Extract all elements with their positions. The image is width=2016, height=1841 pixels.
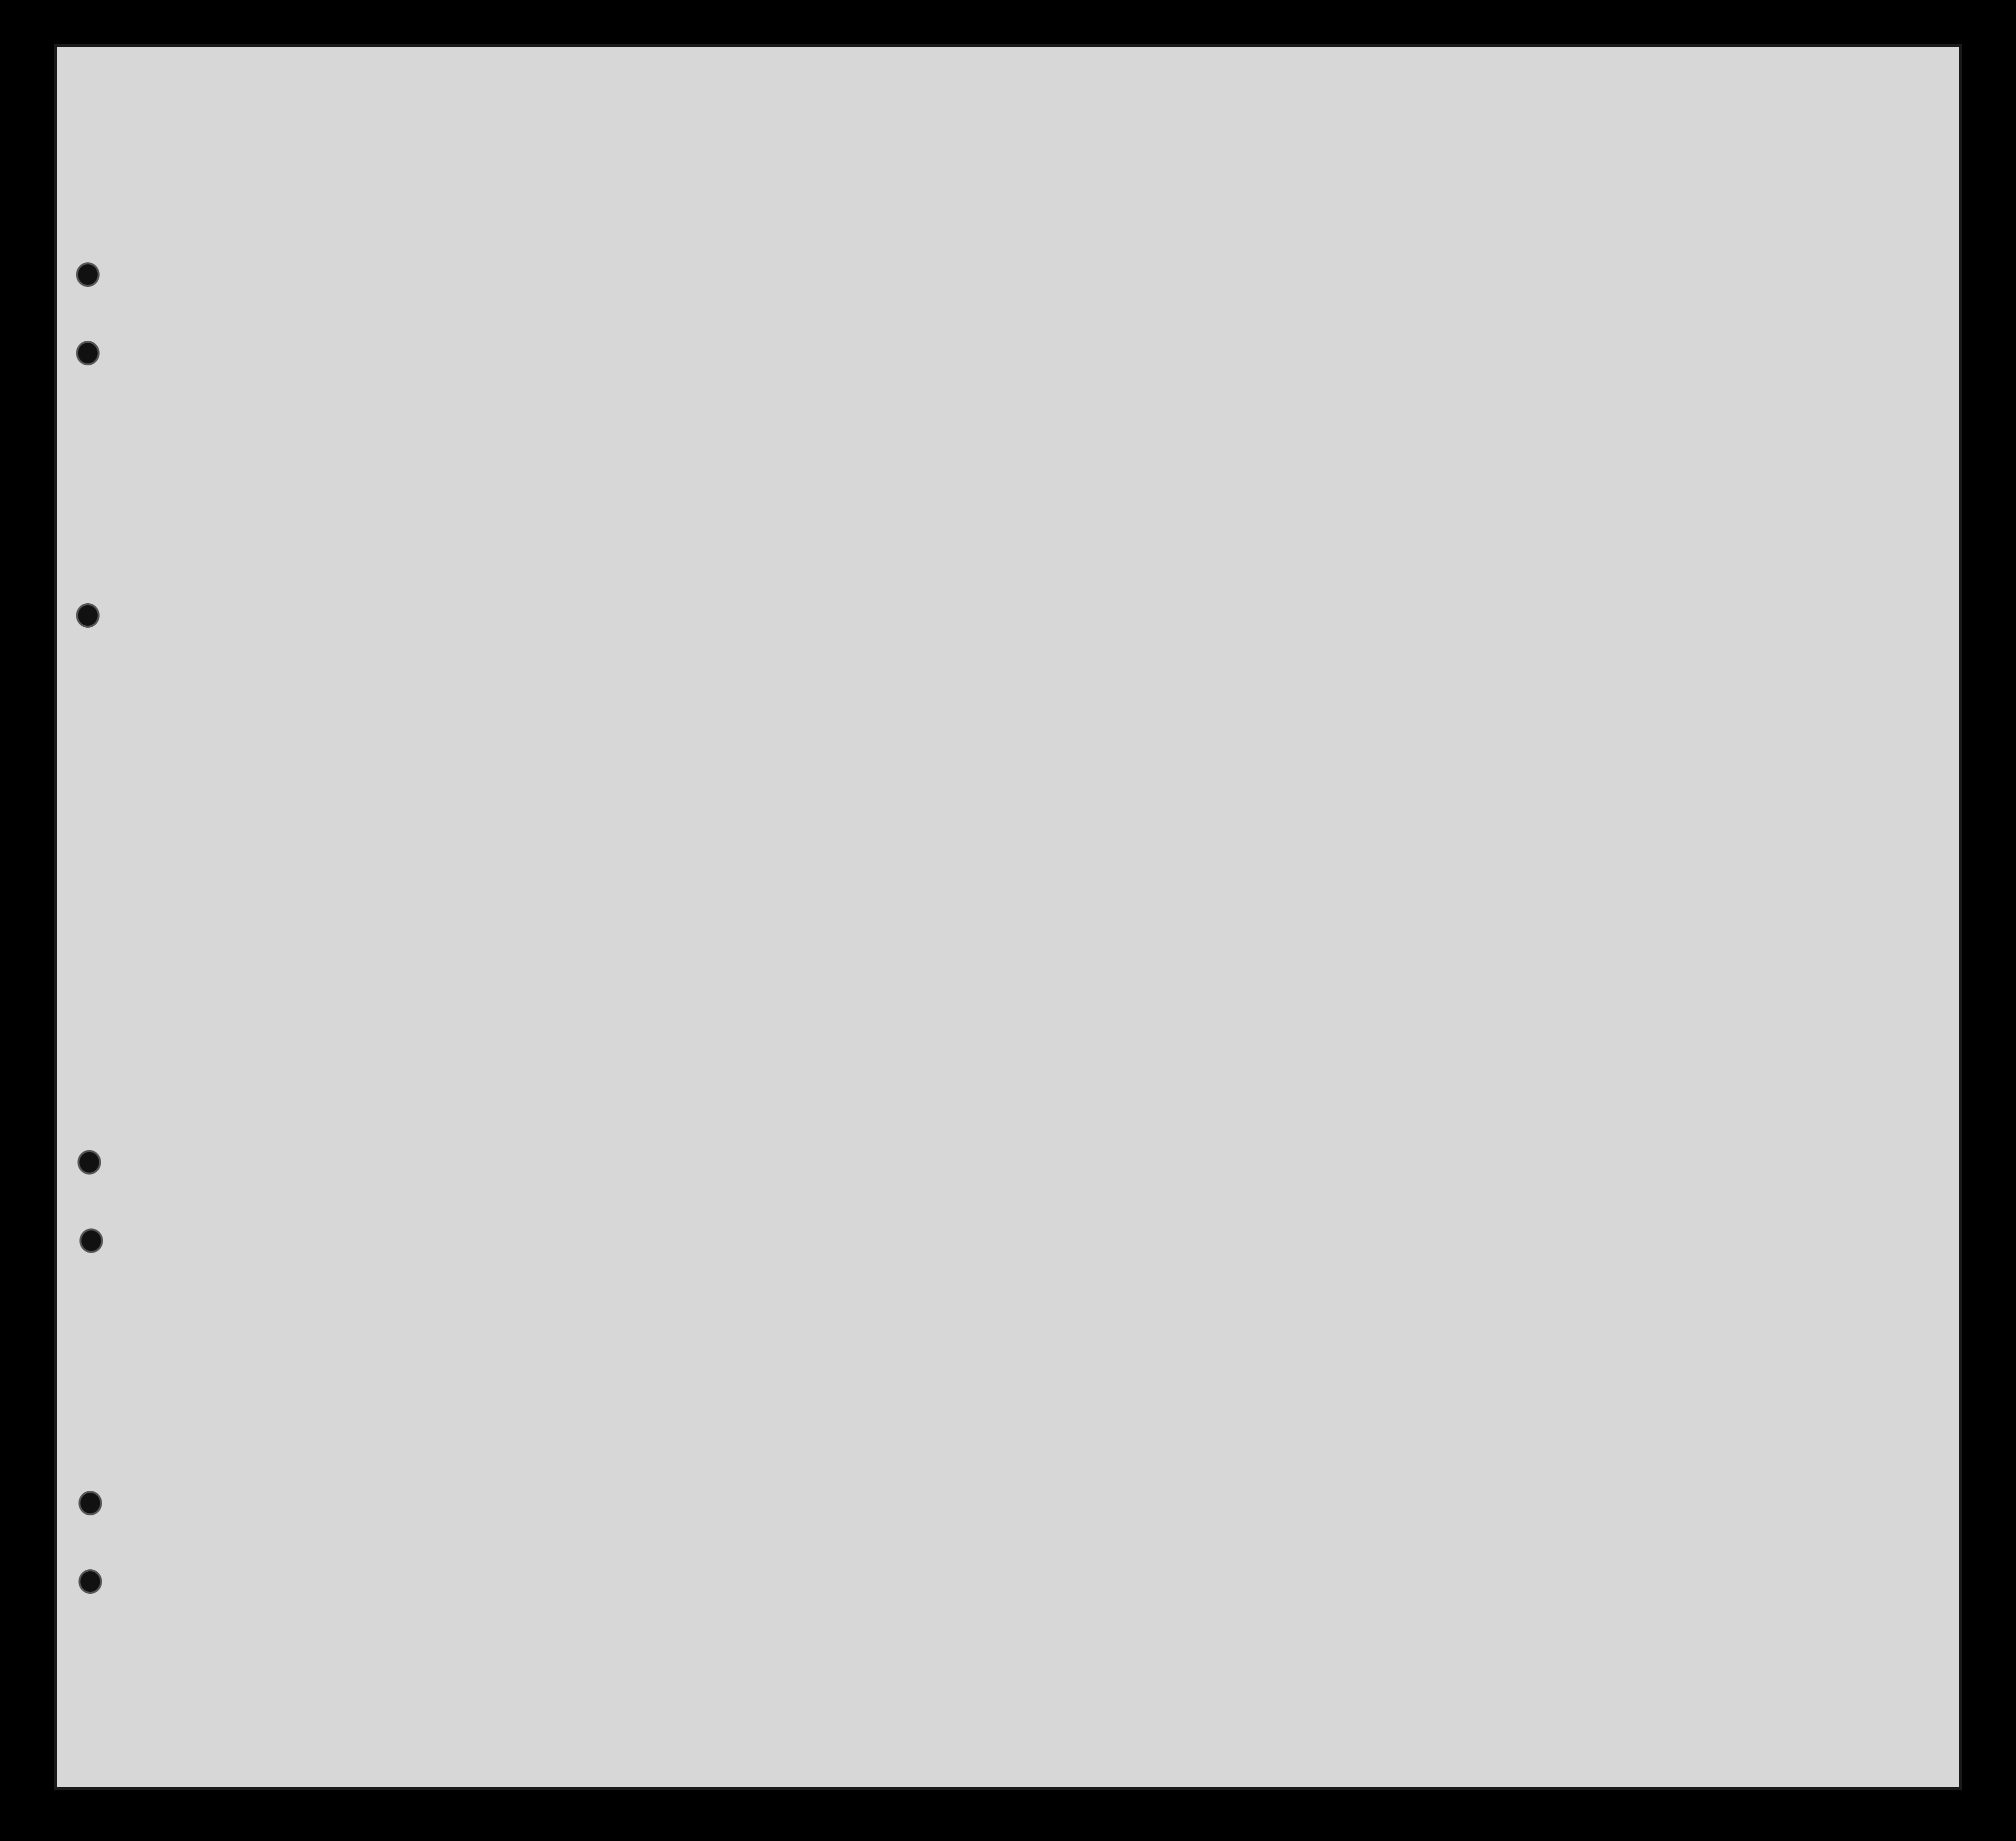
header-q29 [1476, 368, 1511, 486]
header-purpose-a [1191, 378, 1225, 486]
binder-hole [79, 1228, 103, 1253]
header-inches [1701, 436, 1711, 490]
header-polygamist [1403, 368, 1418, 486]
header-purpose-b [1236, 378, 1261, 486]
header-prison [1342, 368, 1371, 486]
binder-hole [78, 1150, 101, 1175]
header-purpose-c [1310, 378, 1334, 486]
header-q28 [1425, 368, 1469, 486]
binder-hole [78, 1569, 102, 1594]
binder-hole [76, 341, 100, 365]
header-anarchist [1381, 368, 1396, 486]
binder-hole [76, 262, 100, 287]
table-grid [54, 44, 1962, 1790]
header-ticket [591, 358, 610, 481]
header-q30 [1525, 368, 1555, 486]
binder-hole [78, 1491, 102, 1515]
header-possession [692, 358, 709, 481]
binder-hole [76, 603, 100, 628]
header-feet [1681, 456, 1691, 490]
manifest-sheet [54, 44, 1962, 1790]
